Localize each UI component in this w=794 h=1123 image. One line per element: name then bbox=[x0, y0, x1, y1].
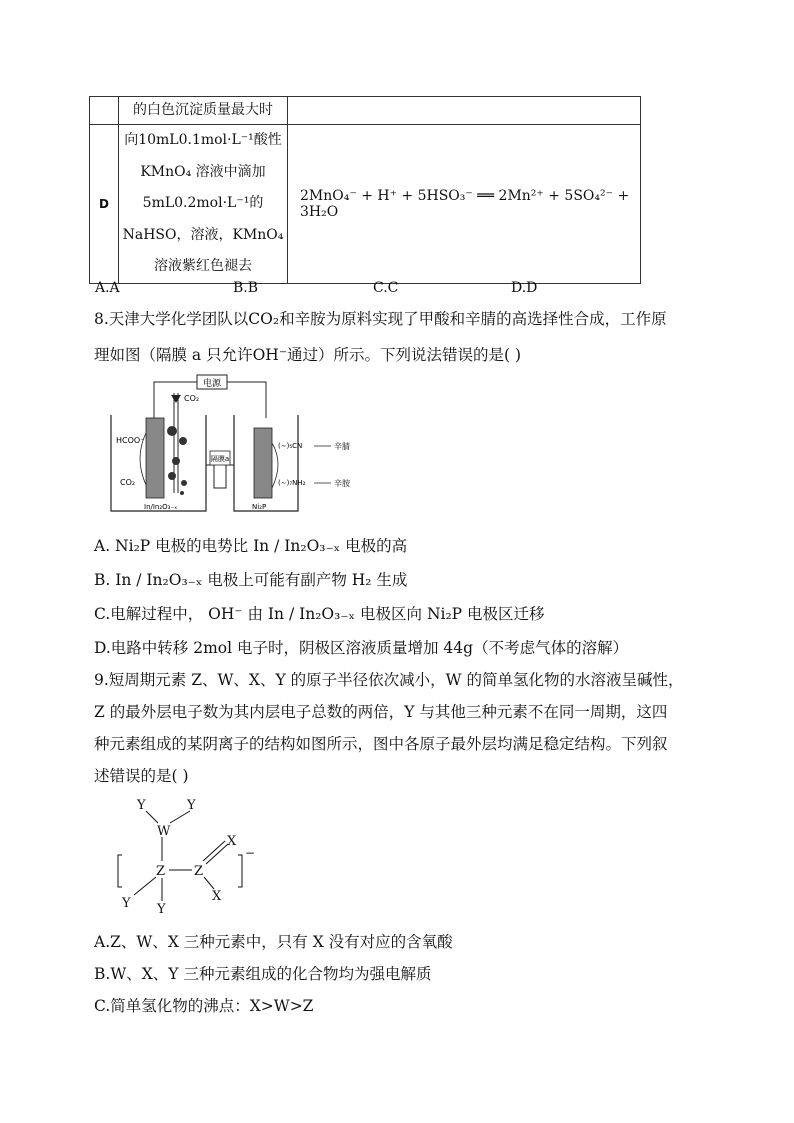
table-row bbox=[90, 97, 641, 125]
q9-stem-2: Z 的最外层电子数为其内层电子总数的两倍，Y 与其他三种元素不在同一周期，这四 bbox=[94, 703, 668, 721]
row-equation-cell bbox=[288, 97, 641, 125]
q8-option-b: B. In / In₂O₃₋ₓ 电极上可能有副产物 H₂ 生成 bbox=[94, 571, 408, 589]
table-row-d bbox=[90, 125, 641, 284]
q9-option-b: B.W、X、Y 三种元素组成的化合物均为强电解质 bbox=[94, 965, 432, 983]
atom-y2: Y bbox=[187, 798, 196, 813]
atom-z1: Z bbox=[156, 864, 166, 879]
atom-x1: X bbox=[227, 834, 237, 849]
atom-w: W bbox=[157, 824, 171, 839]
q8-stem-1: 8.天津大学化学团队以CO₂和辛胺为原料实现了甲酸和辛腈的高选择性合成，工作原 bbox=[94, 310, 667, 328]
q9-option-a: A.Z、W、X 三种元素中，只有 X 没有对应的含氧酸 bbox=[94, 933, 453, 951]
q9-option-c: C.简单氢化物的沸点：X>W>Z bbox=[94, 997, 314, 1015]
desc-line: NaHSO，溶液，KMnO₄ bbox=[122, 226, 284, 243]
power-label: 电源 bbox=[202, 379, 222, 389]
q7-option-c: C.C bbox=[373, 280, 399, 296]
desc-line: KMnO₄ 溶液中滴加 bbox=[140, 163, 266, 180]
q7-option-a: A.A bbox=[95, 280, 120, 296]
atom-y1: Y bbox=[137, 798, 146, 813]
co2-left-label: CO₂ bbox=[120, 478, 136, 487]
q7-option-d: D.D bbox=[511, 280, 538, 296]
electrolysis-diagram bbox=[106, 373, 406, 518]
q8-option-c: C.电解过程中， OH⁻ 由 In / In₂O₃₋ₓ 电极区向 Ni₂P 电极区迁移 bbox=[94, 605, 545, 623]
amine-label: 辛胺 bbox=[334, 479, 350, 488]
atom-x2: X bbox=[212, 889, 222, 904]
atom-y3: Y bbox=[122, 896, 131, 911]
left-electrode-label: In/In₂O₃₋ₓ bbox=[144, 503, 178, 511]
row-equation-d: 2MnO₄⁻ + H⁺ + 5HSO₃⁻ ══ 2Mn²⁺ + 5SO₄²⁻ + 3H₂O bbox=[288, 125, 641, 284]
options-table bbox=[89, 96, 641, 284]
co2-inlet-label: CO₂ bbox=[184, 394, 200, 403]
row-label-cell bbox=[90, 97, 119, 125]
hcoo-label: HCOO⁻ bbox=[116, 436, 145, 445]
q8-option-a: A. Ni₂P 电极的电势比 In / In₂O₃₋ₓ 电极的高 bbox=[94, 537, 408, 555]
membrane-label: 隔膜a bbox=[210, 455, 230, 463]
atom-y4: Y bbox=[157, 902, 166, 917]
anion-structure bbox=[108, 795, 268, 920]
charge: − bbox=[245, 846, 256, 860]
desc-line: 溶液紫红色褪去 bbox=[154, 258, 252, 274]
cn-group: (∼)₅CN bbox=[278, 442, 303, 450]
nitrile-label: 辛腈 bbox=[334, 442, 350, 451]
row-desc-d bbox=[119, 125, 288, 284]
q7-option-b: B.B bbox=[233, 280, 259, 296]
q9-stem-4: 述错误的是( ) bbox=[94, 767, 189, 785]
nh2-group: (∼)₇NH₂ bbox=[278, 479, 306, 487]
row-desc-cell bbox=[119, 97, 288, 125]
atom-z2: Z bbox=[194, 864, 204, 879]
right-electrode-label: Ni₂P bbox=[252, 503, 267, 511]
q8-option-d: D.电路中转移 2mol 电子时，阴极区溶液质量增加 44g（不考虑气体的溶解） bbox=[94, 639, 629, 657]
q9-stem-1: 9.短周期元素 Z、W、X、Y 的原子半径依次减小，W 的简单氢化物的水溶液呈碱性， bbox=[94, 671, 684, 689]
row-label-d: D bbox=[90, 125, 119, 284]
desc-line: 5mL0.2mol·L⁻¹的 bbox=[142, 195, 264, 211]
row-desc: 的白色沉淀质量最大时 bbox=[133, 102, 273, 118]
desc-line: 向10mL0.1mol·L⁻¹酸性 bbox=[124, 132, 282, 148]
q8-stem-2: 理如图（隔膜 a 只允许OH⁻通过）所示。下列说法错误的是( ) bbox=[94, 346, 522, 364]
q9-stem-3: 种元素组成的某阴离子的结构如图所示，图中各原子最外层均满足稳定结构。下列叙 bbox=[94, 735, 668, 753]
